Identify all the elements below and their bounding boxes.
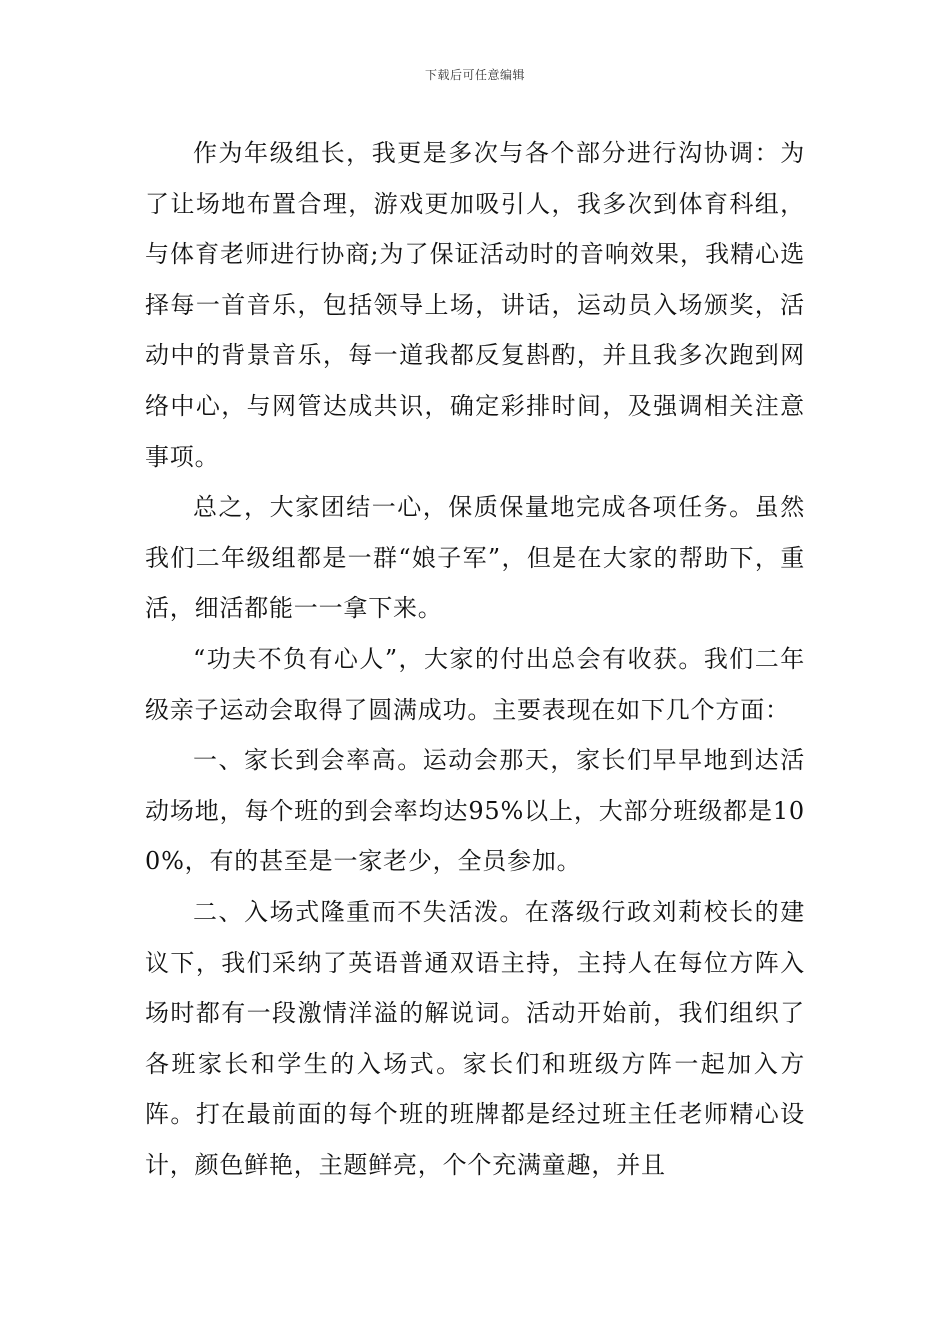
paragraph-attendance: 一、家长到会率高。运动会那天，家长们早早地到达活动场地，每个班的到会率均达95%以上，大部分班级都是100%，有的甚至是一家老少，全员参加。: [145, 746, 805, 876]
paragraph-opening-ceremony: 二、入场式隆重而不失活泼。在落级行政刘莉校长的建议下，我们采纳了英语普通双语主持，主持人在每位方阵入场时都有一段激情洋溢的解说词。活动开始前，我们组织了各班家长和学生的入场式。家长们和班级方阵一起加入方阵。打在最前面的每个班的班牌都是经过班主任老师精心设计，颜色鲜艳，主题鲜亮，个个充满童趣，并且: [145, 897, 805, 1179]
paragraph-coordination: 作为年级组长，我更是多次与各个部分进行沟协调：为了让场地布置合理，游戏更加吸引人，我多次到体育科组，与体育老师进行协商;为了保证活动时的音响效果，我精心选择每一首音乐，包括领导上场，讲话，运动员入场颁奖，活动中的背景音乐，每一道我都反复斟酌，并且我多次跑到网络中心，与网管达成共识，确定彩排时间，及强调相关注意事项。: [145, 139, 805, 471]
paragraph-teamwork: 总之，大家团结一心，保质保量地完成各项任务。虽然我们二年级组都是一群“娘子军”，但是在大家的帮助下，重活，细活都能一一拿下来。: [145, 493, 805, 623]
document-body: [145, 128, 805, 1190]
paragraph-success: “功夫不负有心人”，大家的付出总会有收获。我们二年级亲子运动会取得了圆满成功。主要表现在如下几个方面：: [145, 644, 805, 724]
page-header: 下载后可任意编辑: [424, 68, 525, 82]
